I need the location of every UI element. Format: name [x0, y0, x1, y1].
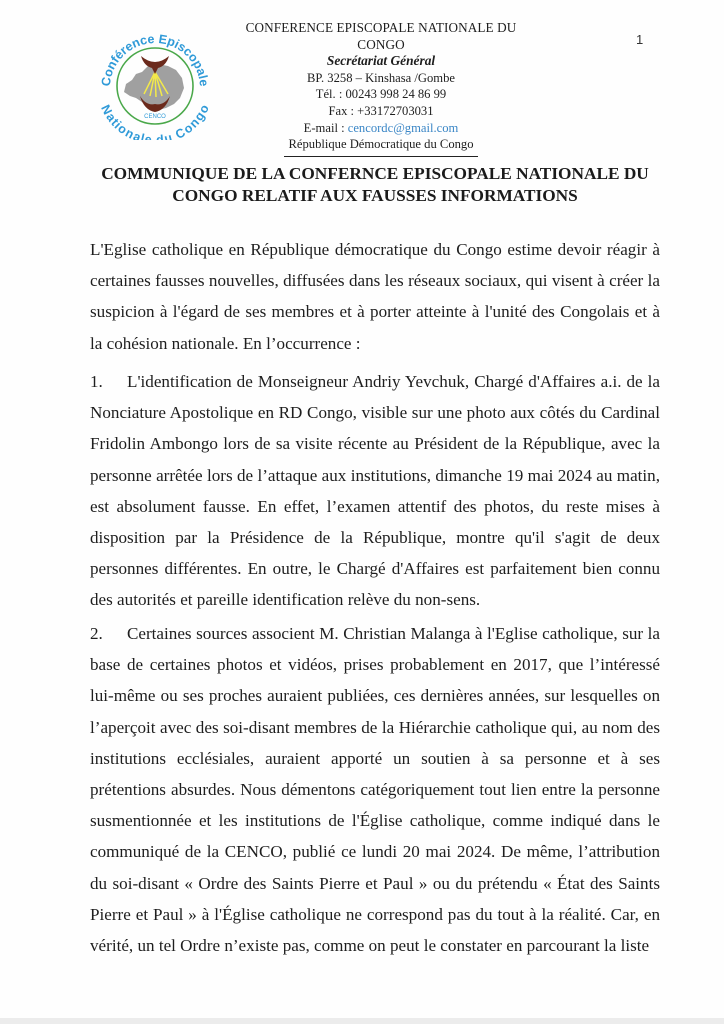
- title-line-1: COMMUNIQUE DE LA CONFERNCE EPISCOPALE NATIONALE DU: [101, 164, 649, 183]
- item-number: 1.: [90, 372, 103, 391]
- organization-name: CONFERENCE EPISCOPALE NATIONALE DU CONGO: [245, 20, 517, 52]
- cenco-logo: [96, 26, 214, 140]
- country-name: République Démocratique du Congo: [284, 136, 477, 157]
- numbered-item-1: [90, 366, 660, 616]
- page-bottom-edge: [0, 1018, 724, 1024]
- item-text: Certaines sources associent M. Christian Malanga à l'Eglise catholique, sur la base de certaines photos et vidéos, prises probablement en 2017, que l’intéressé lui-même ou ses proches auraient publiées, ces dernières années, sur lesquelles on l’aperçoit avec des soi-disant membres de la Hiérarchie catholique qui, au nom des institutions ecclésiales, auraient apporté un soutien à sa personne et à ses prétentions absurdes. Nous démentons catégoriquement tout lien entre la personne susmentionnée et les institutions de l'Église catholique, comme indiqué dans le communiqué de la CENCO, publié ce lundi 20 mai 2024. De même, l’attribution du soi-disant « Ordre des Saints Pierre et Paul » ou du prétendu « État des Saints Pierre et Paul » à l'Église catholique ne correspond pas du tout à la réalité. Car, en vérité, un tel Ordre n’existe pas, comme on peut le constater en parcourant la liste: [90, 624, 660, 956]
- postal-address: BP. 3258 – Kinshasa /Gombe: [307, 70, 455, 85]
- page-number: 1: [636, 32, 644, 47]
- document-title: [90, 163, 660, 207]
- svg-text:CENCO: CENCO: [144, 114, 166, 120]
- title-line-2: CONGO RELATIF AUX FAUSSES INFORMATIONS: [172, 186, 578, 205]
- intro-paragraph: L'Eglise catholique en République démocratique du Congo estime devoir réagir à certaines fausses nouvelles, diffusées dans les réseaux sociaux, qui visent à créer la suspicion à l'égard de ses membres et à porter atteinte à l'unité des Congolais et à la cohésion nationale. En l’occurrence :: [90, 240, 660, 353]
- email-line: [222, 120, 540, 137]
- letterhead: [222, 20, 540, 157]
- cenco-emblem-icon: [96, 26, 214, 140]
- fax-number: Fax : +33172703031: [328, 103, 434, 118]
- numbered-item-2: [90, 618, 660, 961]
- phone-number: Tél. : 00243 998 24 86 99: [315, 87, 447, 102]
- item-text: L'identification de Monseigneur Andriy Yevchuk, Chargé d'Affaires a.i. de la Nonciature Apostolique en RD Congo, visible sur une photo aux côtés du Cardinal Fridolin Ambongo lors de sa visite récente au Président de la République, avec la personne arrêtée lors de l’attaque aux institutions, dimanche 19 mai 2024 au matin, est absolument fausse. En effet, l’examen attentif des photos, du reste mises à disposition par la Présidence de la République, montre qu'il s'agit de deux personnes différentes. En outre, le Chargé d'Affaires est parfaitement bien connu des autorités et pareille identification relève du non-sens.: [90, 372, 660, 610]
- item-number: 2.: [90, 624, 103, 643]
- department-name: Secrétariat Général: [326, 53, 436, 69]
- email-link[interactable]: cencordc@gmail.com: [347, 120, 459, 135]
- svg-text:Conférence Episcopale: Conférence Episcopale: [98, 31, 212, 88]
- svg-text:Nationale du Congo: Nationale du Congo: [98, 102, 212, 140]
- email-label: E-mail :: [303, 120, 348, 135]
